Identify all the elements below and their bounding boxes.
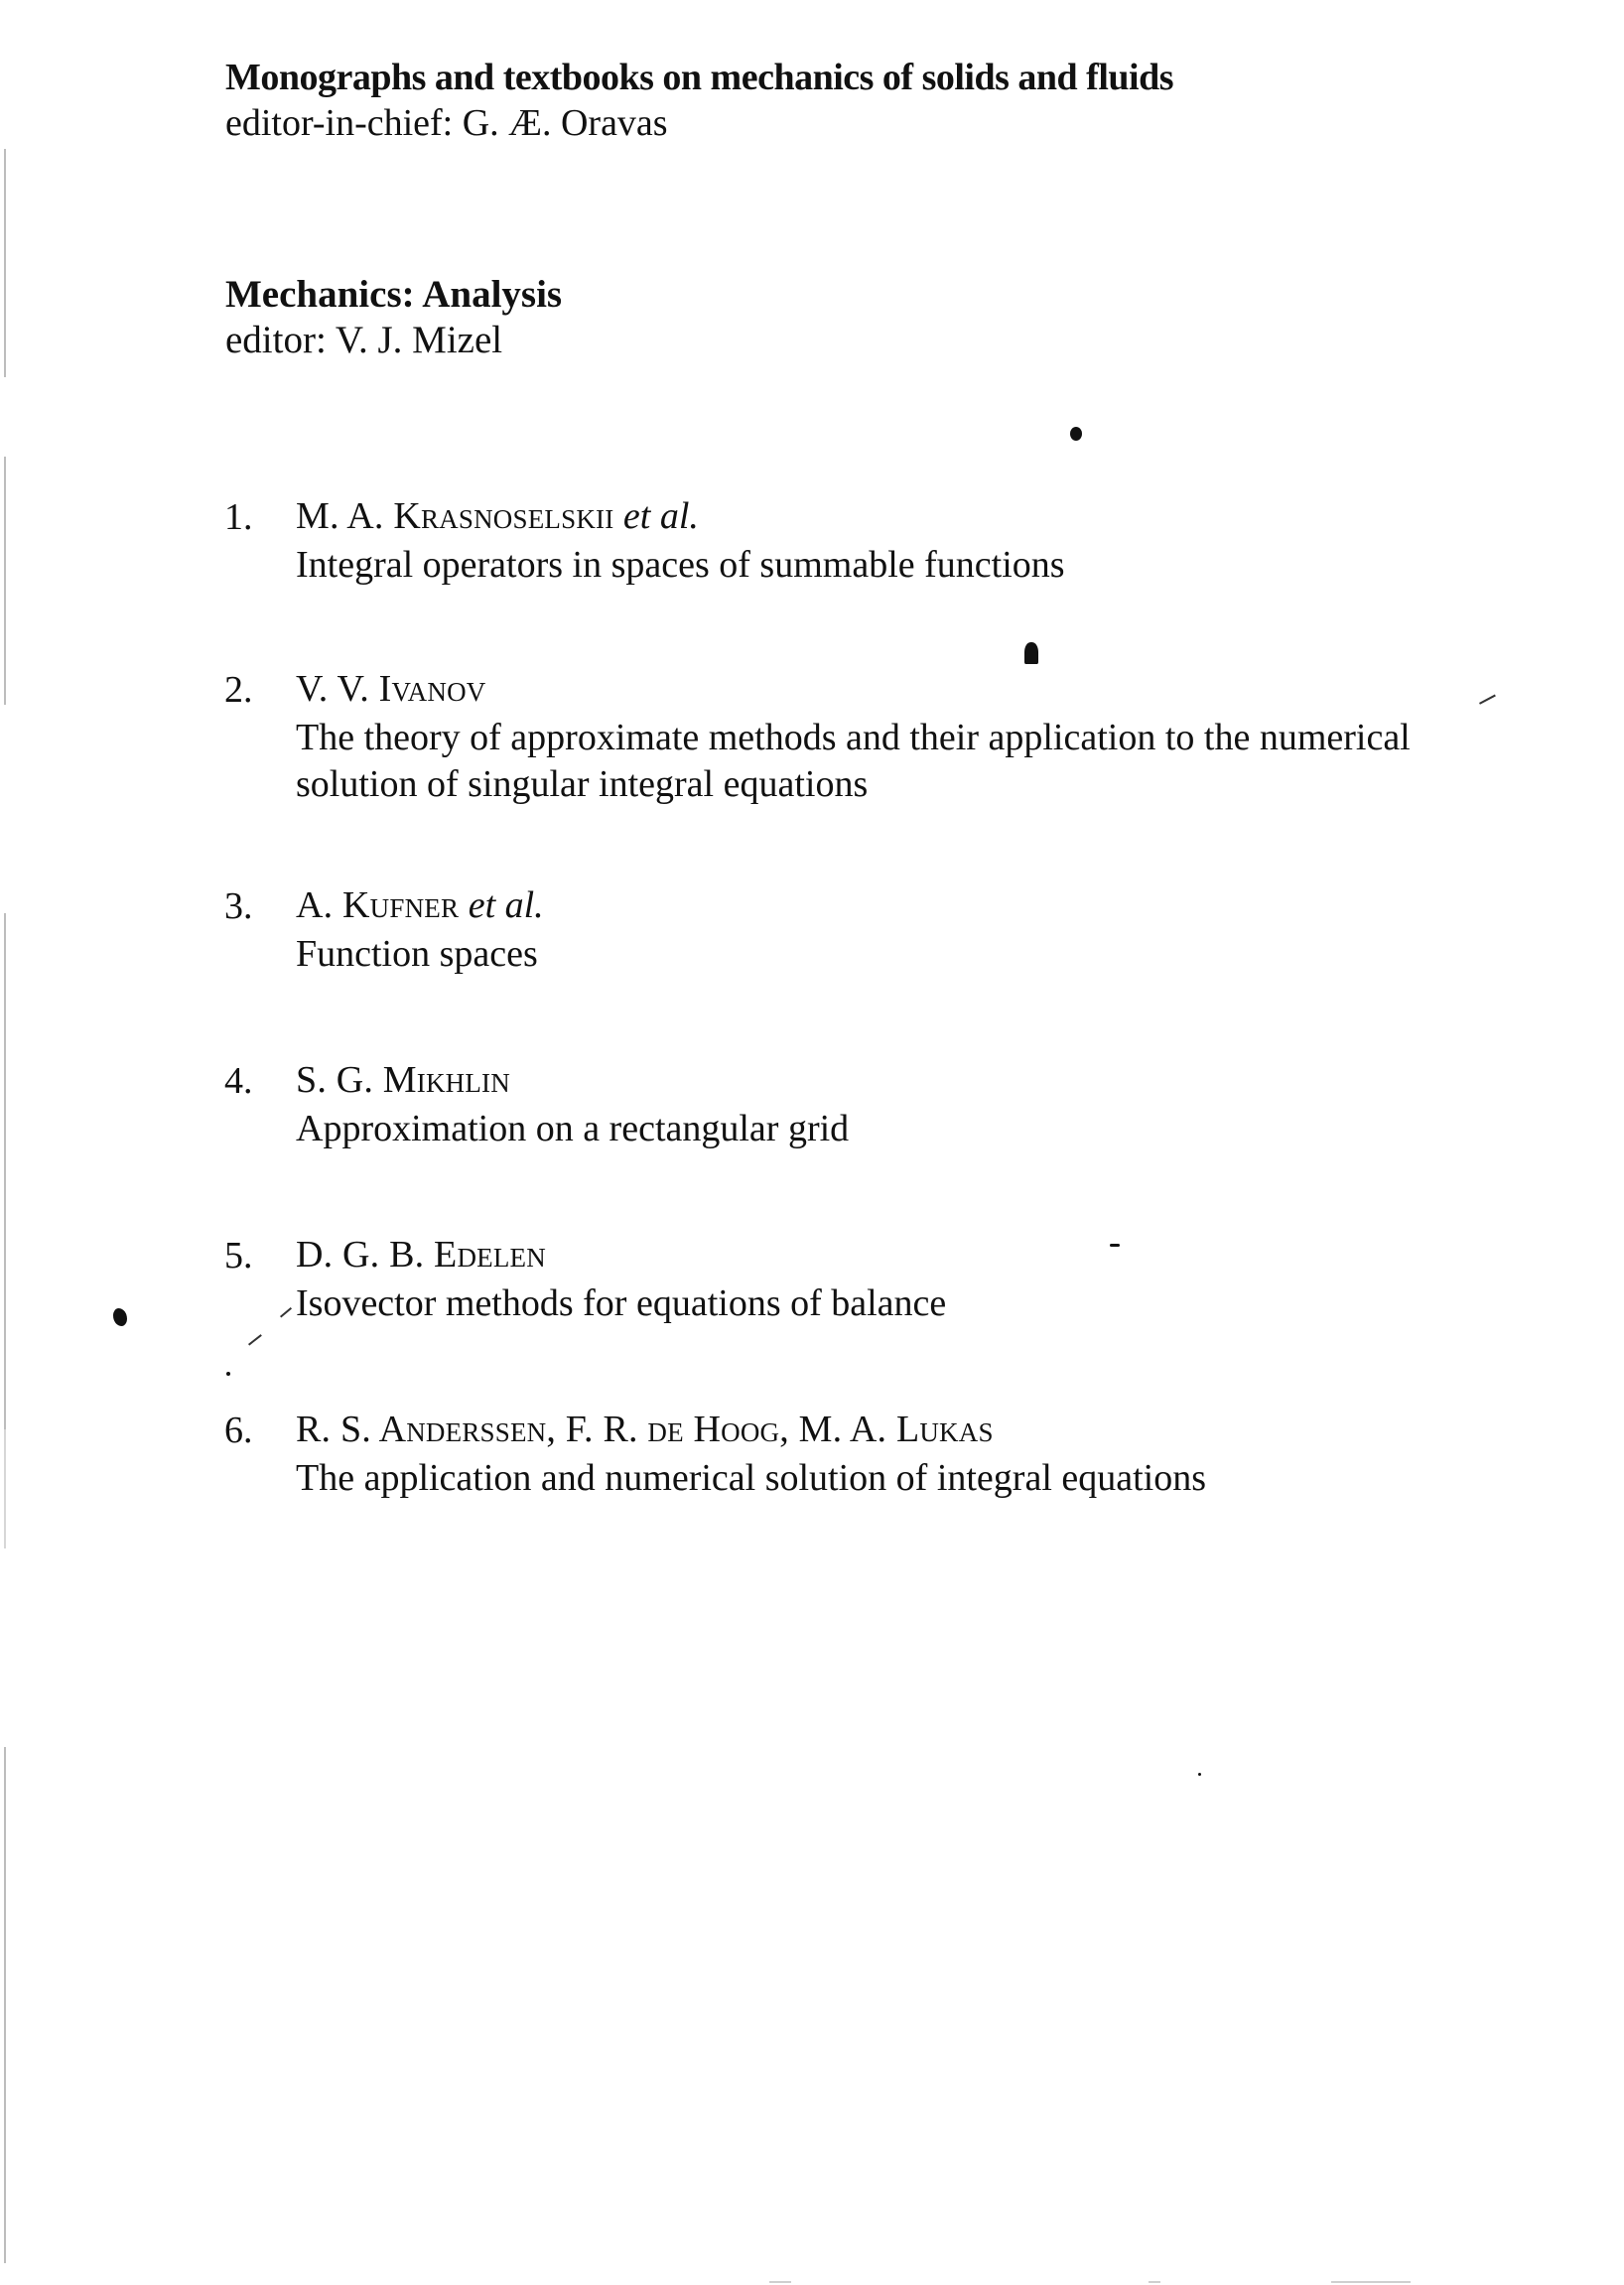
mechanics-analysis-series	[225, 272, 1417, 363]
scan-speck	[1198, 1773, 1201, 1776]
book-authors: V. V. Ivanov	[296, 668, 486, 710]
book-details	[296, 493, 1606, 589]
et-al-label: et al.	[468, 884, 544, 926]
scan-mark	[280, 1307, 292, 1318]
left-scan-margin-line	[4, 913, 6, 1429]
scan-edge-mark	[1331, 2281, 1411, 2283]
book-authors-line	[296, 1057, 1606, 1104]
scan-speck	[226, 1372, 230, 1376]
book-authors: D. G. B. Edelen	[296, 1234, 546, 1276]
left-scan-margin-line	[4, 1747, 6, 2263]
book-details	[296, 1057, 1606, 1152]
scan-speck	[1024, 642, 1038, 664]
scan-speck	[1070, 427, 1082, 441]
book-authors: A. Kufner	[296, 884, 460, 926]
scan-speck	[1110, 1244, 1120, 1247]
book-title	[296, 715, 1606, 808]
book-details	[296, 882, 1606, 978]
book-authors-line	[296, 1232, 1606, 1278]
left-scan-margin-line	[4, 1429, 6, 1548]
book-title: Isovector methods for equations of balance	[296, 1282, 947, 1324]
series-header	[225, 55, 1516, 146]
series-title: Mechanics: Analysis	[225, 273, 563, 316]
book-number: 5.	[224, 1235, 253, 1277]
left-scan-margin-line	[4, 149, 6, 377]
scan-speck	[113, 1308, 127, 1326]
book-details	[296, 1232, 1606, 1327]
book-authors-line	[296, 882, 1606, 929]
book-authors: R. S. Anderssen, F. R. de Hoog, M. A. Lukas	[296, 1409, 994, 1450]
book-title: The application and numerical solution of integral equations	[296, 1457, 1207, 1499]
book-title: Approximation on a rectangular grid	[296, 1108, 850, 1149]
scan-mark	[248, 1334, 262, 1345]
book-authors: M. A. Krasnoselskii	[296, 495, 614, 537]
series-collection-title: Monographs and textbooks on mechanics of solids and fluids	[225, 57, 1173, 98]
scan-edge-mark	[1149, 2281, 1160, 2283]
book-number: 1.	[224, 496, 253, 538]
book-title-line: The theory of approximate methods and their application to the numerical	[296, 717, 1411, 758]
book-authors: S. G. Mikhlin	[296, 1059, 510, 1101]
book-details	[296, 1407, 1606, 1502]
et-al-label: et al.	[622, 495, 699, 537]
left-scan-margin-line	[4, 457, 6, 705]
editor-in-chief: editor-in-chief: G. Æ. Oravas	[225, 102, 668, 144]
series-editor: editor: V. J. Mizel	[225, 319, 503, 361]
scan-edge-mark	[769, 2281, 791, 2283]
book-title: Function spaces	[296, 933, 538, 975]
book-details	[296, 666, 1606, 808]
book-number: 6.	[224, 1410, 253, 1451]
book-title-line: solution of singular integral equations	[296, 763, 869, 805]
book-number: 2.	[224, 669, 253, 711]
book-title: Integral operators in spaces of summable functions	[296, 544, 1065, 586]
book-authors-line	[296, 666, 1606, 713]
book-authors-line	[296, 1407, 1606, 1453]
book-authors-line	[296, 493, 1606, 540]
book-number: 3.	[224, 885, 253, 927]
book-number: 4.	[224, 1060, 253, 1102]
